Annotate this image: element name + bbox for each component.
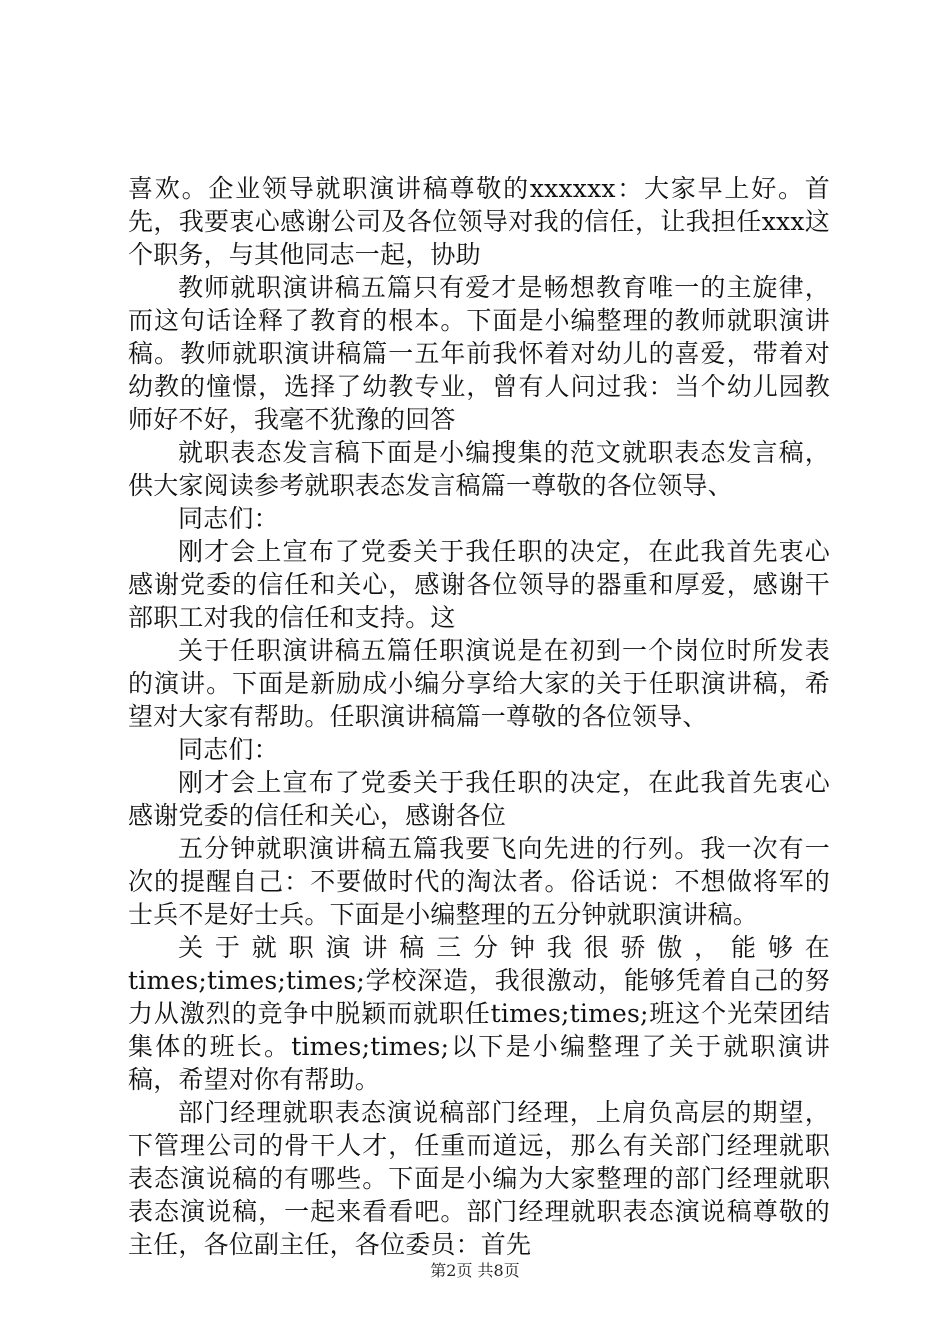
paragraph: 同志们： (178, 735, 279, 764)
paragraph: 教师就职演讲稿五篇只有爱才是畅想教育唯一的主旋律，而这句话诠释了教育的根本。下面是小编整理的教师就职演讲稿。教师就职演讲稿篇一五年前我怀着对幼儿的喜爱，带着对幼教的憧憬，选择了幼教专业，曾有人问过我：当个幼儿园教师好不好，我毫不犹豫的回答 (128, 273, 830, 434)
paragraph: 就职表态发言稿下面是小编搜集的范文就职表态发言稿，供大家阅读参考就职表态发言稿篇一尊敬的各位领导、 (128, 438, 830, 500)
paragraph: 同志们： (178, 504, 279, 533)
page-number-footer: 第2页 共8页 (430, 1261, 520, 1280)
document-body (128, 172, 830, 1261)
paragraph: 喜欢。企业领导就职演讲稿尊敬的xxxxxx：大家早上好。首先，我要衷心感谢公司及各位领导对我的信任，让我担任xxx这个职务，与其他同志一起，协助 (128, 174, 830, 269)
paragraph: 部门经理就职表态演说稿部门经理，上肩负高层的期望，下管理公司的骨干人才，任重而道远，那么有关部门经理就职表态演说稿的有哪些。下面是小编为大家整理的部门经理就职表态演说稿，一起来看看吧。部门经理就职表态演说稿尊敬的主任，各位副主任，各位委员：首先 (128, 1098, 830, 1259)
paragraph: 刚才会上宣布了党委关于我任职的决定，在此我首先衷心感谢党委的信任和关心，感谢各位领导的器重和厚爱，感谢干部职工对我的信任和支持。这 (128, 537, 830, 632)
paragraph: 关于任职演讲稿五篇任职演说是在初到一个岗位时所发表的演讲。下面是新励成小编分享给大家的关于任职演讲稿，希望对大家有帮助。任职演讲稿篇一尊敬的各位领导、 (128, 636, 830, 731)
paragraph: 关于就职演讲稿三分钟我很骄傲，能够在times;times;times;学校深造，我很激动，能够凭着自己的努力从激烈的竞争中脱颖而就职任times;times;班这个光荣团结集体的班长。times;times;以下是小编整理了关于就职演讲稿，希望对你有帮助。 (128, 933, 830, 1094)
paragraph: 五分钟就职演讲稿五篇我要飞向先进的行列。我一次有一次的提醒自己：不要做时代的淘汰者。俗话说：不想做将军的士兵不是好士兵。下面是小编整理的五分钟就职演讲稿。 (128, 834, 830, 929)
paragraph: 刚才会上宣布了党委关于我任职的决定，在此我首先衷心感谢党委的信任和关心，感谢各位 (128, 768, 830, 830)
